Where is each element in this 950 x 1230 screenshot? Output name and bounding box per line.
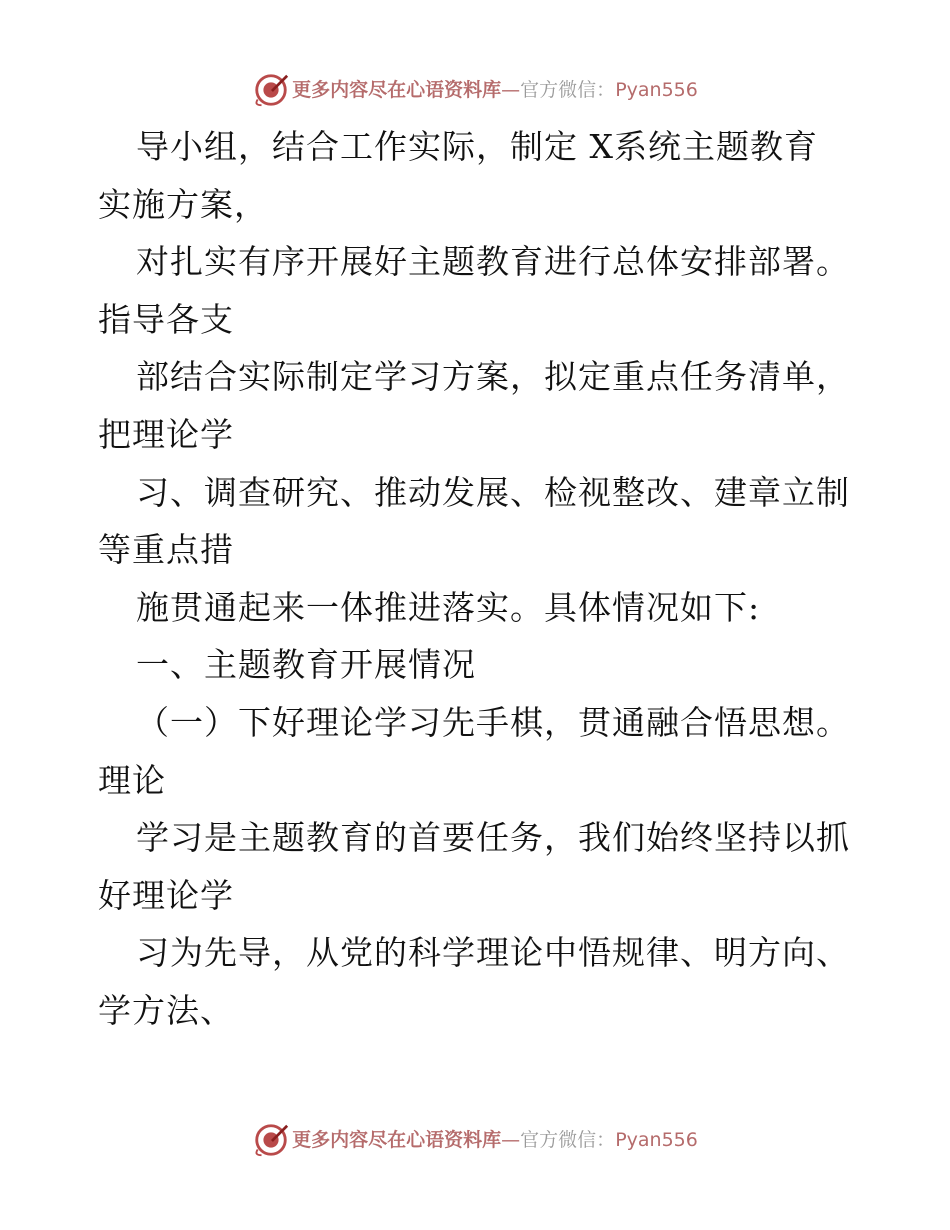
watermark-wechat-id: Pyan556 bbox=[615, 1129, 698, 1151]
body-line: 理论 bbox=[98, 760, 166, 800]
body-line: 对扎实有序开展好主题教育进行总体安排部署。 bbox=[136, 242, 850, 282]
watermark-wechat-id: Pyan556 bbox=[615, 79, 698, 101]
body-line: 好理论学 bbox=[98, 875, 234, 915]
document-body bbox=[98, 118, 858, 1040]
watermark-official-label: 官方微信： bbox=[520, 79, 616, 101]
watermark-official-label: 官方微信： bbox=[520, 1129, 616, 1151]
section-heading: 一、主题教育开展情况 bbox=[136, 645, 476, 685]
body-line: 习、调查研究、推动发展、检视整改、建章立制 bbox=[136, 472, 850, 512]
watermark-main-text: 更多内容尽在心语资料库 bbox=[292, 1129, 502, 1151]
body-line: 学方法、 bbox=[98, 990, 234, 1030]
subsection-heading: （一）下好理论学习先手棋，贯通融合悟思想。 bbox=[136, 702, 850, 742]
body-line: 实施方案， bbox=[98, 184, 268, 224]
body-line: 部结合实际制定学习方案，拟定重点任务清单， bbox=[136, 357, 850, 397]
body-line: 导小组，结合工作实际，制定 X系统主题教育 bbox=[136, 127, 818, 166]
body-line: 学习是主题教育的首要任务，我们始终坚持以抓 bbox=[136, 818, 850, 858]
body-line: 等重点措 bbox=[98, 530, 234, 570]
watermark-main-text: 更多内容尽在心语资料库 bbox=[292, 79, 502, 101]
pen-logo-icon bbox=[252, 1121, 290, 1159]
header-watermark bbox=[0, 70, 950, 110]
body-line: 习为先导，从党的科学理论中悟规律、明方向、 bbox=[136, 933, 850, 973]
body-line: 把理论学 bbox=[98, 414, 234, 454]
watermark-dash: — bbox=[501, 79, 521, 101]
footer-watermark bbox=[0, 1120, 950, 1160]
body-line: 施贯通起来一体推进落实。具体情况如下: bbox=[136, 587, 761, 627]
watermark-dash: — bbox=[501, 1129, 521, 1151]
body-line: 指导各支 bbox=[98, 299, 234, 339]
pen-logo-icon bbox=[252, 71, 290, 109]
